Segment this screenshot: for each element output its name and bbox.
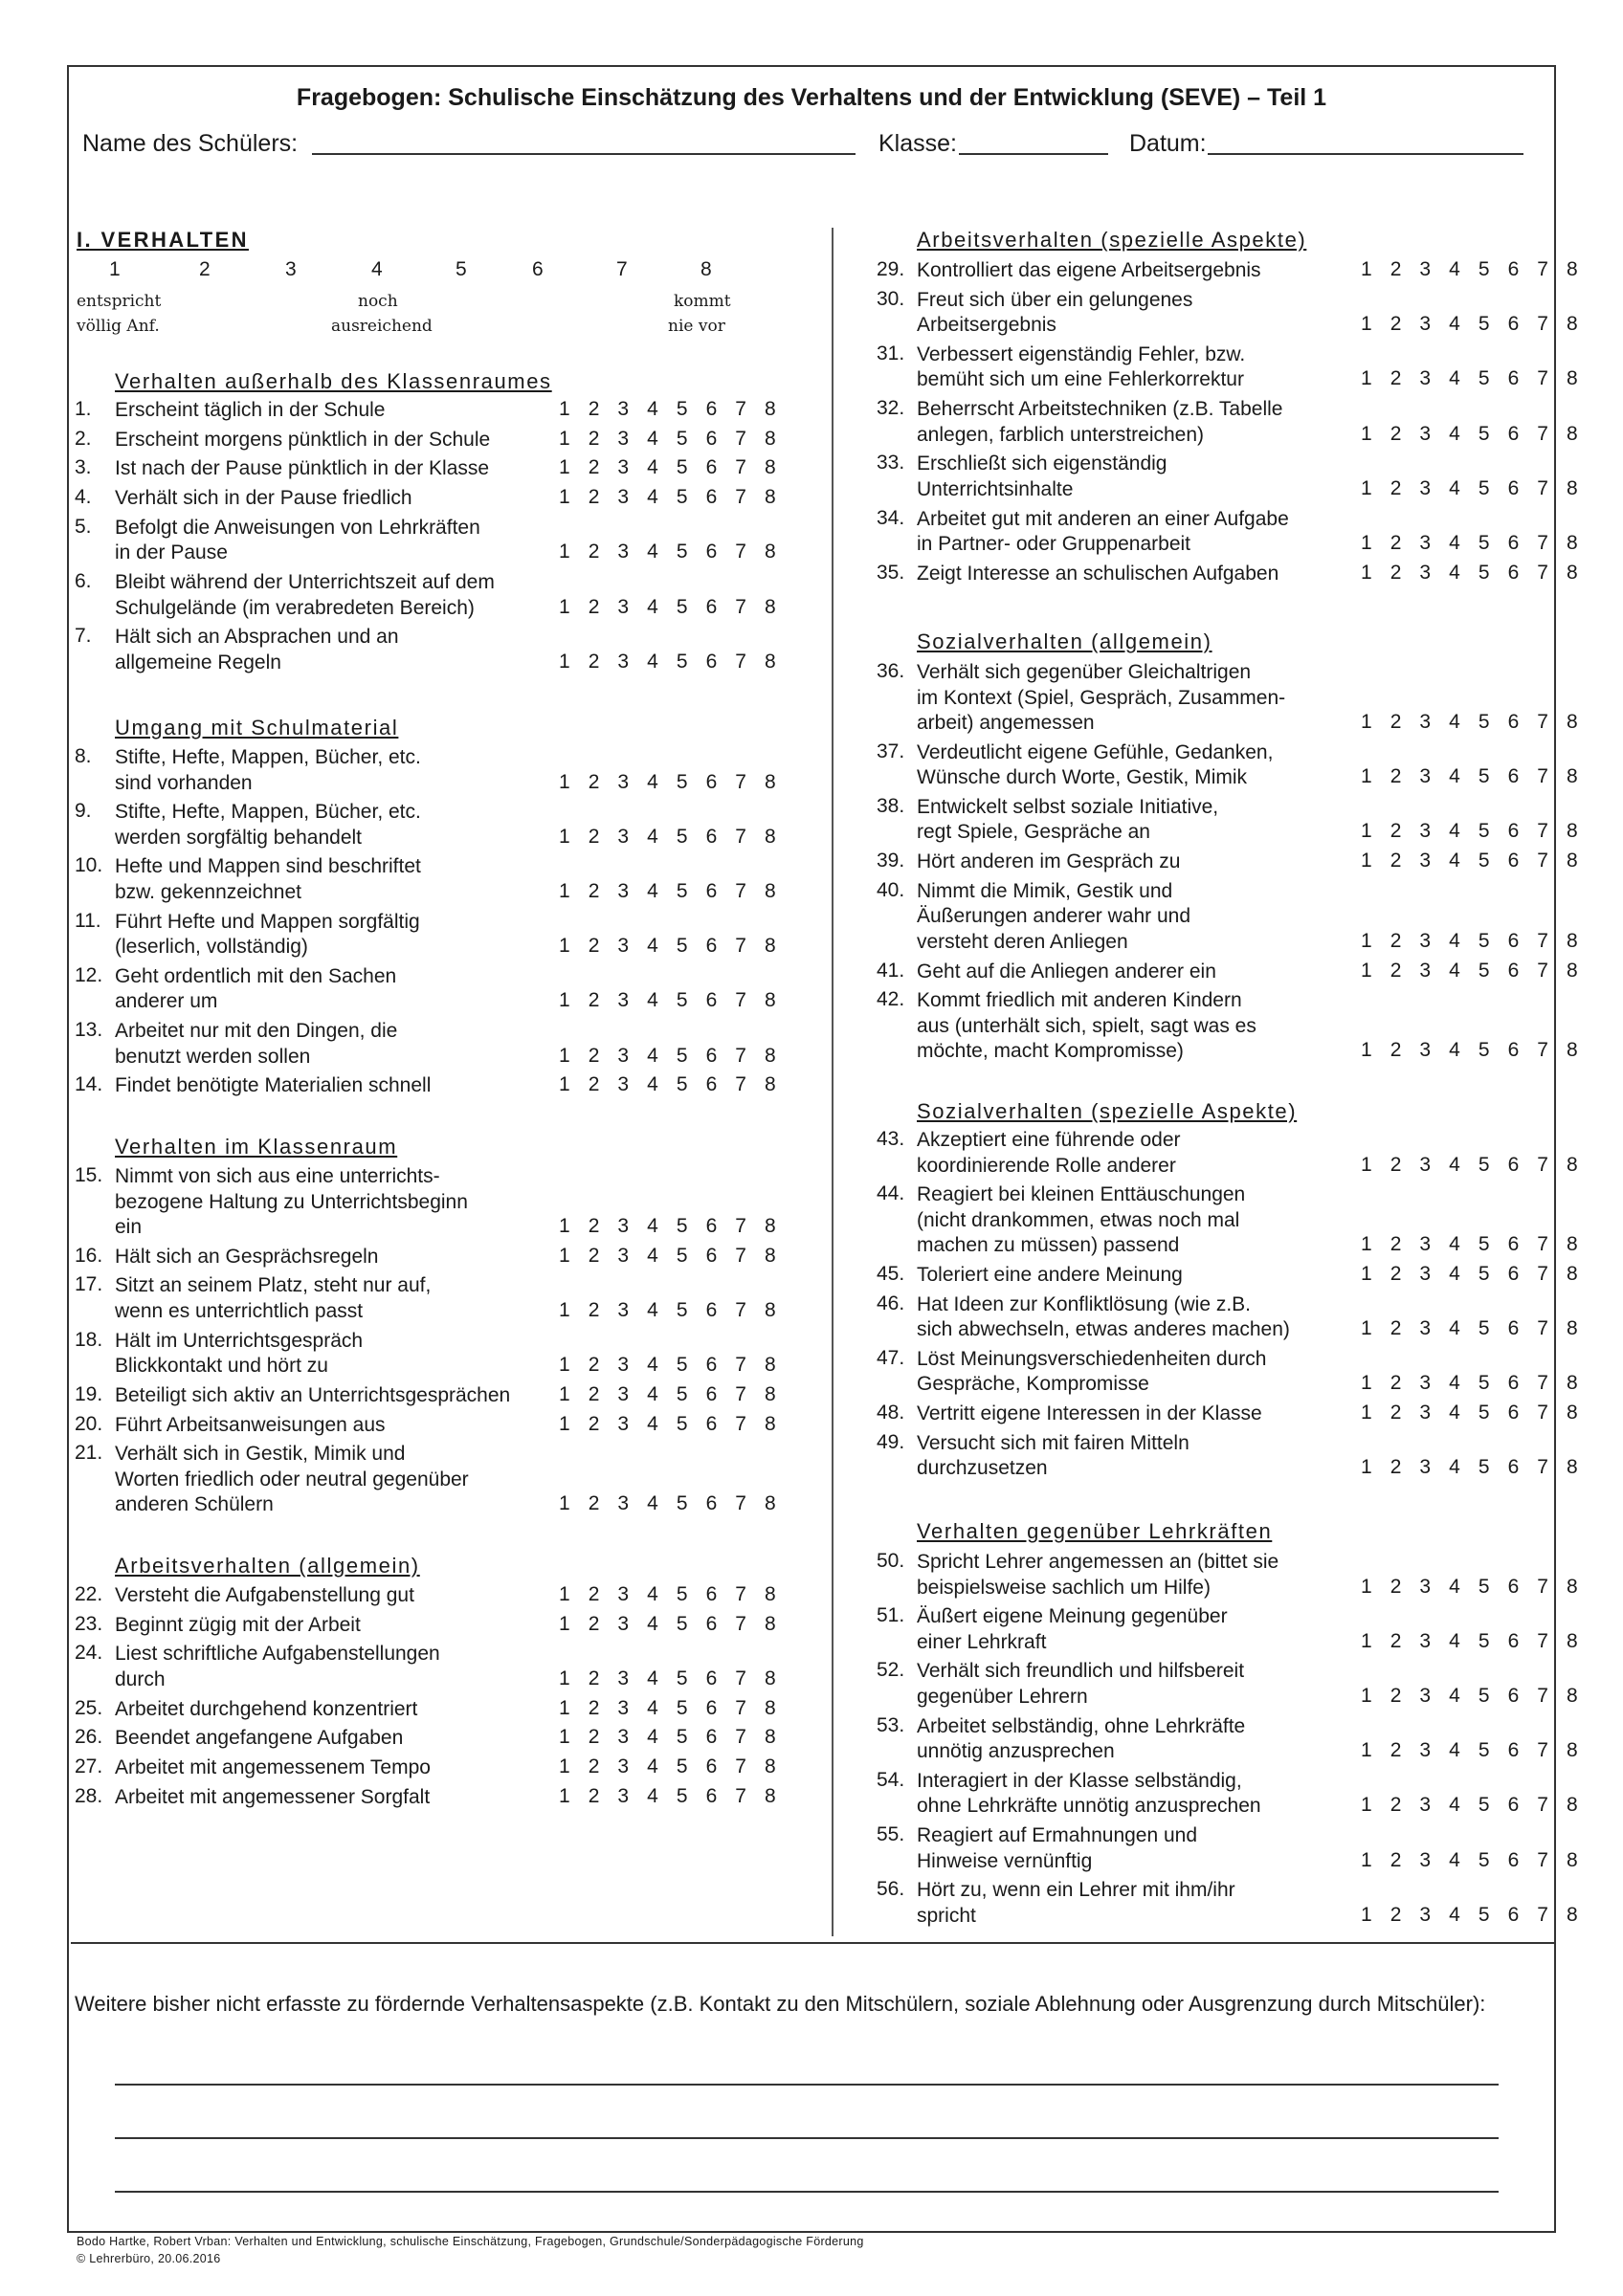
item-text: Hört zu, wenn ein Lehrer mit ihm/ihr spricht — [917, 1879, 1235, 1927]
section-heading: Umgang mit Schulmaterial — [115, 716, 399, 740]
section-divider — [71, 1942, 1556, 1944]
item-number: 9. — [75, 800, 92, 823]
item-number: 53. — [877, 1713, 905, 1736]
item-text: Führt Hefte und Mappen sorgfältig (leserlich, vollständig) — [115, 910, 420, 959]
item-text: Arbeitet mit angemessenem Tempo — [115, 1756, 431, 1778]
rating-scale[interactable]: 1 2 3 4 5 6 7 8 — [559, 770, 783, 793]
item-text: Sitzt an seinem Platz, steht nur auf, wenn es unterrichtlich passt — [115, 1274, 432, 1322]
class-label: Klasse: — [878, 130, 957, 157]
scale-anchor-middle: ausreichend — [331, 317, 433, 336]
item-number: 12. — [75, 963, 103, 986]
section-heading: Verhalten außerhalb des Klassenraumes — [115, 369, 552, 393]
column-separator — [832, 228, 834, 1936]
item-text: Bleibt während der Unterrichtszeit auf dem Schulgelände (im verabredeten Bereich) — [115, 571, 495, 619]
rating-scale[interactable]: 1 2 3 4 5 6 7 8 — [1361, 850, 1585, 872]
rating-scale[interactable]: 1 2 3 4 5 6 7 8 — [1361, 313, 1585, 336]
item-number: 54. — [877, 1768, 905, 1791]
item-number: 47. — [877, 1346, 905, 1369]
item-number: 44. — [877, 1182, 905, 1205]
item-number: 34. — [877, 506, 905, 529]
item-number: 7. — [75, 625, 92, 648]
item-text: Beherrscht Arbeitstechniken (z.B. Tabelle anlegen, farblich unterstreichen) — [917, 398, 1283, 446]
footer-citation: Bodo Hartke, Robert Vrban: Verhalten und Entwicklung, schulische Einschätzung, Fragebogen, Grundschule/Sonderpädagogische Förderung — [77, 2235, 864, 2248]
item-text: Stifte, Hefte, Mappen, Bücher, etc. sind vorhanden — [115, 746, 421, 794]
scale-number: 4 — [371, 258, 383, 280]
date-label: Datum: — [1129, 130, 1207, 157]
item-text: Findet benötigte Materialien schnell — [115, 1074, 432, 1097]
footer-copyright: © Lehrerbüro, 20.06.2016 — [77, 2252, 221, 2265]
answer-line-2[interactable] — [115, 2137, 1499, 2139]
page-title: Fragebogen: Schulische Einschätzung des Verhaltens und der Entwicklung (SEVE) – Teil 1 — [296, 84, 1327, 111]
rating-scale[interactable]: 1 2 3 4 5 6 7 8 — [559, 1612, 783, 1635]
item-text: Akzeptiert eine führende oder koordinierende Rolle anderer — [917, 1129, 1181, 1177]
rating-scale[interactable]: 1 2 3 4 5 6 7 8 — [1361, 1456, 1585, 1479]
rating-scale[interactable]: 1 2 3 4 5 6 7 8 — [559, 1726, 783, 1749]
scale-anchor-left: völlig Anf. — [77, 317, 160, 336]
item-text: Interagiert in der Klasse selbständig, ohne Lehrkräfte unnötig anzusprechen — [917, 1769, 1261, 1818]
scale-number: 3 — [285, 258, 297, 280]
item-text: Vertritt eigene Interessen in der Klasse — [917, 1402, 1262, 1424]
item-number: 27. — [75, 1755, 103, 1777]
item-number: 19. — [75, 1382, 103, 1405]
rating-scale[interactable]: 1 2 3 4 5 6 7 8 — [559, 486, 783, 509]
section-heading: Sozialverhalten (allgemein) — [917, 629, 1212, 653]
item-number: 50. — [877, 1550, 905, 1572]
rating-scale[interactable]: 1 2 3 4 5 6 7 8 — [1361, 1629, 1585, 1652]
item-text: Toleriert eine andere Meinung — [917, 1263, 1183, 1286]
item-number: 46. — [877, 1292, 905, 1314]
scale-anchor-right: nie vor — [668, 317, 725, 336]
item-number: 6. — [75, 570, 92, 592]
item-number: 2. — [75, 427, 92, 450]
item-text: Hat Ideen zur Konfliktlösung (wie z.B. sich abwechseln, etwas anderes machen) — [917, 1292, 1290, 1341]
rating-scale[interactable]: 1 2 3 4 5 6 7 8 — [559, 1667, 783, 1689]
item-text: Arbeitet nur mit den Dingen, die benutzt werden sollen — [115, 1020, 398, 1068]
item-text: Erscheint morgens pünktlich in der Schule — [115, 428, 491, 451]
item-text: Führt Arbeitsanweisungen aus — [115, 1413, 386, 1436]
rating-scale[interactable]: 1 2 3 4 5 6 7 8 — [1361, 959, 1585, 982]
part-title: I. VERHALTEN — [77, 228, 249, 252]
item-number: 16. — [75, 1244, 103, 1267]
item-number: 20. — [75, 1412, 103, 1435]
item-number: 21. — [75, 1442, 103, 1465]
item-text: Nimmt von sich aus eine unterrichts- bezogene Haltung zu Unterrichtsbeginn ein — [115, 1165, 468, 1238]
item-text: Geht auf die Anliegen anderer ein — [917, 960, 1216, 982]
item-text: Kommt friedlich mit anderen Kindern aus (unterhält sich, spielt, sagt was es möchte, macht Kompromisse) — [917, 989, 1256, 1063]
item-text: Arbeitet mit angemessener Sorgfalt — [115, 1785, 431, 1808]
item-text: Verhält sich in Gestik, Mimik und Worten friedlich oder neutral gegenüber anderen Schülern — [115, 1443, 469, 1516]
rating-scale[interactable]: 1 2 3 4 5 6 7 8 — [559, 650, 783, 673]
rating-scale[interactable]: 1 2 3 4 5 6 7 8 — [559, 1583, 783, 1605]
rating-scale[interactable]: 1 2 3 4 5 6 7 8 — [1361, 1233, 1585, 1256]
item-text: Spricht Lehrer angemessen an (bittet sie beispielsweise sachlich um Hilfe) — [917, 1551, 1279, 1599]
item-number: 43. — [877, 1128, 905, 1150]
rating-scale[interactable]: 1 2 3 4 5 6 7 8 — [559, 1412, 783, 1435]
item-number: 18. — [75, 1328, 103, 1351]
section-heading: Sozialverhalten (spezielle Aspekte) — [917, 1099, 1298, 1123]
item-text: Erschließt sich eigenständig Unterrichtsinhalte — [917, 453, 1167, 500]
rating-scale[interactable]: 1 2 3 4 5 6 7 8 — [1361, 1262, 1585, 1285]
rating-scale[interactable]: 1 2 3 4 5 6 7 8 — [1361, 1848, 1585, 1871]
item-text: Beendet angefangene Aufgaben — [115, 1727, 404, 1750]
item-text: Entwickelt selbst soziale Initiative, regt Spiele, Gespräche an — [917, 795, 1219, 844]
item-number: 55. — [877, 1823, 905, 1845]
item-number: 22. — [75, 1583, 103, 1605]
item-text: Liest schriftliche Aufgabenstellungen durch — [115, 1643, 440, 1690]
rating-scale[interactable]: 1 2 3 4 5 6 7 8 — [1361, 532, 1585, 554]
item-number: 13. — [75, 1019, 103, 1041]
item-number: 32. — [877, 397, 905, 420]
item-text: Stifte, Hefte, Mappen, Bücher, etc. werden sorgfältig behandelt — [115, 801, 421, 849]
rating-scale[interactable]: 1 2 3 4 5 6 7 8 — [559, 427, 783, 450]
item-text: Freut sich über ein gelungenes Arbeitsergebnis — [917, 288, 1193, 337]
scale-number: 8 — [700, 258, 712, 280]
item-text: Arbeitet gut mit anderen an einer Aufgabe in Partner- oder Gruppenarbeit — [917, 507, 1289, 555]
item-number: 29. — [877, 258, 905, 280]
rating-scale[interactable]: 1 2 3 4 5 6 7 8 — [559, 1755, 783, 1777]
scale-number: 7 — [616, 258, 628, 280]
rating-scale[interactable]: 1 2 3 4 5 6 7 8 — [1361, 820, 1585, 843]
item-number: 24. — [75, 1642, 103, 1665]
item-text: Nimmt die Mimik, Gestik und Äußerungen anderer wahr und versteht deren Anliegen — [917, 879, 1191, 953]
item-number: 36. — [877, 660, 905, 682]
rating-scale[interactable]: 1 2 3 4 5 6 7 8 — [559, 1696, 783, 1719]
item-text: Reagiert auf Ermahnungen und Hinweise vernünftig — [917, 1824, 1198, 1872]
item-text: Kontrolliert das eigene Arbeitsergebnis — [917, 259, 1261, 281]
rating-scale[interactable]: 1 2 3 4 5 6 7 8 — [1361, 422, 1585, 445]
item-text: Hält sich an Gesprächsregeln — [115, 1245, 379, 1268]
item-number: 14. — [75, 1073, 103, 1096]
item-number: 3. — [75, 456, 92, 479]
item-number: 39. — [877, 850, 905, 872]
scale-number: 1 — [109, 258, 121, 280]
rating-scale[interactable]: 1 2 3 4 5 6 7 8 — [1361, 561, 1585, 584]
rating-scale[interactable]: 1 2 3 4 5 6 7 8 — [559, 1784, 783, 1807]
item-text: Geht ordentlich mit den Sachen anderer um — [115, 964, 397, 1013]
rating-scale[interactable]: 1 2 3 4 5 6 7 8 — [559, 1044, 783, 1067]
rating-scale[interactable]: 1 2 3 4 5 6 7 8 — [559, 1354, 783, 1377]
item-number: 38. — [877, 794, 905, 817]
item-number: 45. — [877, 1262, 905, 1285]
item-number: 10. — [75, 854, 103, 877]
item-number: 23. — [75, 1612, 103, 1635]
item-number: 8. — [75, 745, 92, 767]
rating-scale[interactable]: 1 2 3 4 5 6 7 8 — [1361, 1903, 1585, 1926]
rating-scale[interactable]: 1 2 3 4 5 6 7 8 — [1361, 1039, 1585, 1062]
answer-line-1[interactable] — [115, 2084, 1499, 2086]
section-heading: Verhalten gegenüber Lehrkräften — [917, 1519, 1273, 1543]
item-text: Reagiert bei kleinen Enttäuschungen (nicht drankommen, etwas noch mal machen zu müssen) passend — [917, 1183, 1246, 1257]
item-number: 37. — [877, 740, 905, 762]
date-field[interactable] — [1208, 153, 1523, 155]
rating-scale[interactable]: 1 2 3 4 5 6 7 8 — [559, 456, 783, 479]
item-number: 33. — [877, 452, 905, 475]
item-number: 1. — [75, 398, 92, 420]
rating-scale[interactable]: 1 2 3 4 5 6 7 8 — [559, 595, 783, 618]
item-text: Verdeutlicht eigene Gefühle, Gedanken, Wünsche durch Worte, Gestik, Mimik — [917, 740, 1274, 789]
rating-scale[interactable]: 1 2 3 4 5 6 7 8 — [559, 1492, 783, 1515]
item-text: Arbeitet durchgehend konzentriert — [115, 1697, 418, 1720]
rating-scale[interactable]: 1 2 3 4 5 6 7 8 — [1361, 1739, 1585, 1762]
item-text: Befolgt die Anweisungen von Lehrkräften in der Pause — [115, 516, 480, 564]
item-text: Löst Meinungsverschiedenheiten durch Gespräche, Kompromisse — [917, 1347, 1267, 1396]
item-text: Hält sich an Absprachen und an allgemeine Regeln — [115, 626, 399, 673]
item-number: 17. — [75, 1273, 103, 1296]
rating-scale[interactable]: 1 2 3 4 5 6 7 8 — [1361, 711, 1585, 733]
item-number: 49. — [877, 1430, 905, 1453]
rating-scale[interactable]: 1 2 3 4 5 6 7 8 — [559, 1382, 783, 1405]
item-text: Ist nach der Pause pünktlich in der Klasse — [115, 457, 490, 480]
rating-scale[interactable]: 1 2 3 4 5 6 7 8 — [1361, 1317, 1585, 1340]
item-text: Hält im Unterrichtsgespräch Blickkontakt und hört zu — [115, 1329, 364, 1378]
name-label: Name des Schülers: — [82, 130, 299, 157]
item-number: 48. — [877, 1402, 905, 1424]
section-heading: Verhalten im Klassenraum — [115, 1135, 398, 1159]
rating-scale[interactable]: 1 2 3 4 5 6 7 8 — [1361, 476, 1585, 499]
rating-scale[interactable]: 1 2 3 4 5 6 7 8 — [559, 541, 783, 563]
rating-scale[interactable]: 1 2 3 4 5 6 7 8 — [559, 935, 783, 958]
rating-scale[interactable]: 1 2 3 4 5 6 7 8 — [559, 989, 783, 1012]
scale-number: 2 — [199, 258, 211, 280]
scale-anchor-middle: noch — [358, 292, 398, 311]
item-number: 28. — [75, 1784, 103, 1807]
rating-scale[interactable]: 1 2 3 4 5 6 7 8 — [1361, 1684, 1585, 1707]
rating-scale[interactable]: 1 2 3 4 5 6 7 8 — [559, 1298, 783, 1321]
rating-scale[interactable]: 1 2 3 4 5 6 7 8 — [1361, 1372, 1585, 1395]
rating-scale[interactable]: 1 2 3 4 5 6 7 8 — [559, 825, 783, 848]
item-text: Versucht sich mit fairen Mitteln durchzusetzen — [917, 1431, 1189, 1480]
item-number: 31. — [877, 342, 905, 364]
rating-scale[interactable]: 1 2 3 4 5 6 7 8 — [1361, 765, 1585, 788]
rating-scale[interactable]: 1 2 3 4 5 6 7 8 — [559, 1244, 783, 1267]
item-text: Versteht die Aufgabenstellung gut — [115, 1584, 414, 1606]
item-number: 25. — [75, 1696, 103, 1719]
item-number: 30. — [877, 287, 905, 310]
item-number: 42. — [877, 988, 905, 1011]
item-text: Verhält sich gegenüber Gleichaltrigen im Kontext (Spiel, Gespräch, Zusammen- arbeit) angemessen — [917, 661, 1286, 734]
item-text: Erscheint täglich in der Schule — [115, 399, 386, 421]
item-text: Beginnt zügig mit der Arbeit — [115, 1613, 361, 1636]
scale-anchor-right: kommt — [674, 292, 731, 311]
section-heading: Arbeitsverhalten (spezielle Aspekte) — [917, 228, 1307, 252]
item-number: 5. — [75, 515, 92, 538]
item-text: Beteiligt sich aktiv an Unterrichtsgesprächen — [115, 1383, 511, 1406]
item-number: 52. — [877, 1659, 905, 1682]
item-number: 51. — [877, 1604, 905, 1627]
item-number: 4. — [75, 486, 92, 509]
item-text: Verhält sich freundlich und hilfsbereit gegenüber Lehrern — [917, 1660, 1245, 1708]
rating-scale[interactable]: 1 2 3 4 5 6 7 8 — [559, 398, 783, 420]
rating-scale[interactable]: 1 2 3 4 5 6 7 8 — [1361, 1575, 1585, 1598]
rating-scale[interactable]: 1 2 3 4 5 6 7 8 — [559, 1073, 783, 1096]
scale-number: 6 — [532, 258, 544, 280]
scale-number: 5 — [456, 258, 467, 280]
section-heading: Arbeitsverhalten (allgemein) — [115, 1554, 420, 1578]
item-number: 11. — [75, 909, 101, 932]
rating-scale[interactable]: 1 2 3 4 5 6 7 8 — [1361, 1402, 1585, 1424]
item-number: 41. — [877, 959, 905, 982]
item-text: Hefte und Mappen sind beschriftet bzw. gekennzeichnet — [115, 855, 421, 903]
answer-line-3[interactable] — [115, 2191, 1499, 2193]
further-aspects-prompt: Weitere bisher nicht erfasste zu fördernde Verhaltensaspekte (z.B. Kontakt zu den Mitschülern, soziale Ablehnung oder Ausgrenzung durch Mitschüler): — [75, 1992, 1486, 2016]
item-number: 15. — [75, 1164, 103, 1186]
item-text: Hört anderen im Gespräch zu — [917, 850, 1181, 873]
name-field[interactable] — [312, 153, 856, 155]
rating-scale[interactable]: 1 2 3 4 5 6 7 8 — [1361, 929, 1585, 952]
scale-anchor-left: entspricht — [77, 292, 162, 311]
item-number: 56. — [877, 1878, 905, 1901]
rating-scale[interactable]: 1 2 3 4 5 6 7 8 — [1361, 367, 1585, 390]
item-text: Verhält sich in der Pause friedlich — [115, 487, 412, 510]
item-number: 35. — [877, 561, 905, 584]
rating-scale[interactable]: 1 2 3 4 5 6 7 8 — [1361, 258, 1585, 280]
class-field[interactable] — [959, 153, 1108, 155]
item-text: Zeigt Interesse an schulischen Aufgaben — [917, 562, 1279, 585]
item-number: 40. — [877, 878, 905, 901]
rating-scale[interactable]: 1 2 3 4 5 6 7 8 — [559, 1215, 783, 1237]
item-text: Verbessert eigenständig Fehler, bzw. bemüht sich um eine Fehlerkorrektur — [917, 342, 1246, 391]
item-text: Arbeitet selbständig, ohne Lehrkräfte unnötig anzusprechen — [917, 1714, 1246, 1763]
rating-scale[interactable]: 1 2 3 4 5 6 7 8 — [559, 879, 783, 902]
item-number: 26. — [75, 1726, 103, 1749]
item-text: Äußert eigene Meinung gegenüber einer Lehrkraft — [917, 1605, 1228, 1653]
rating-scale[interactable]: 1 2 3 4 5 6 7 8 — [1361, 1153, 1585, 1176]
rating-scale[interactable]: 1 2 3 4 5 6 7 8 — [1361, 1794, 1585, 1817]
